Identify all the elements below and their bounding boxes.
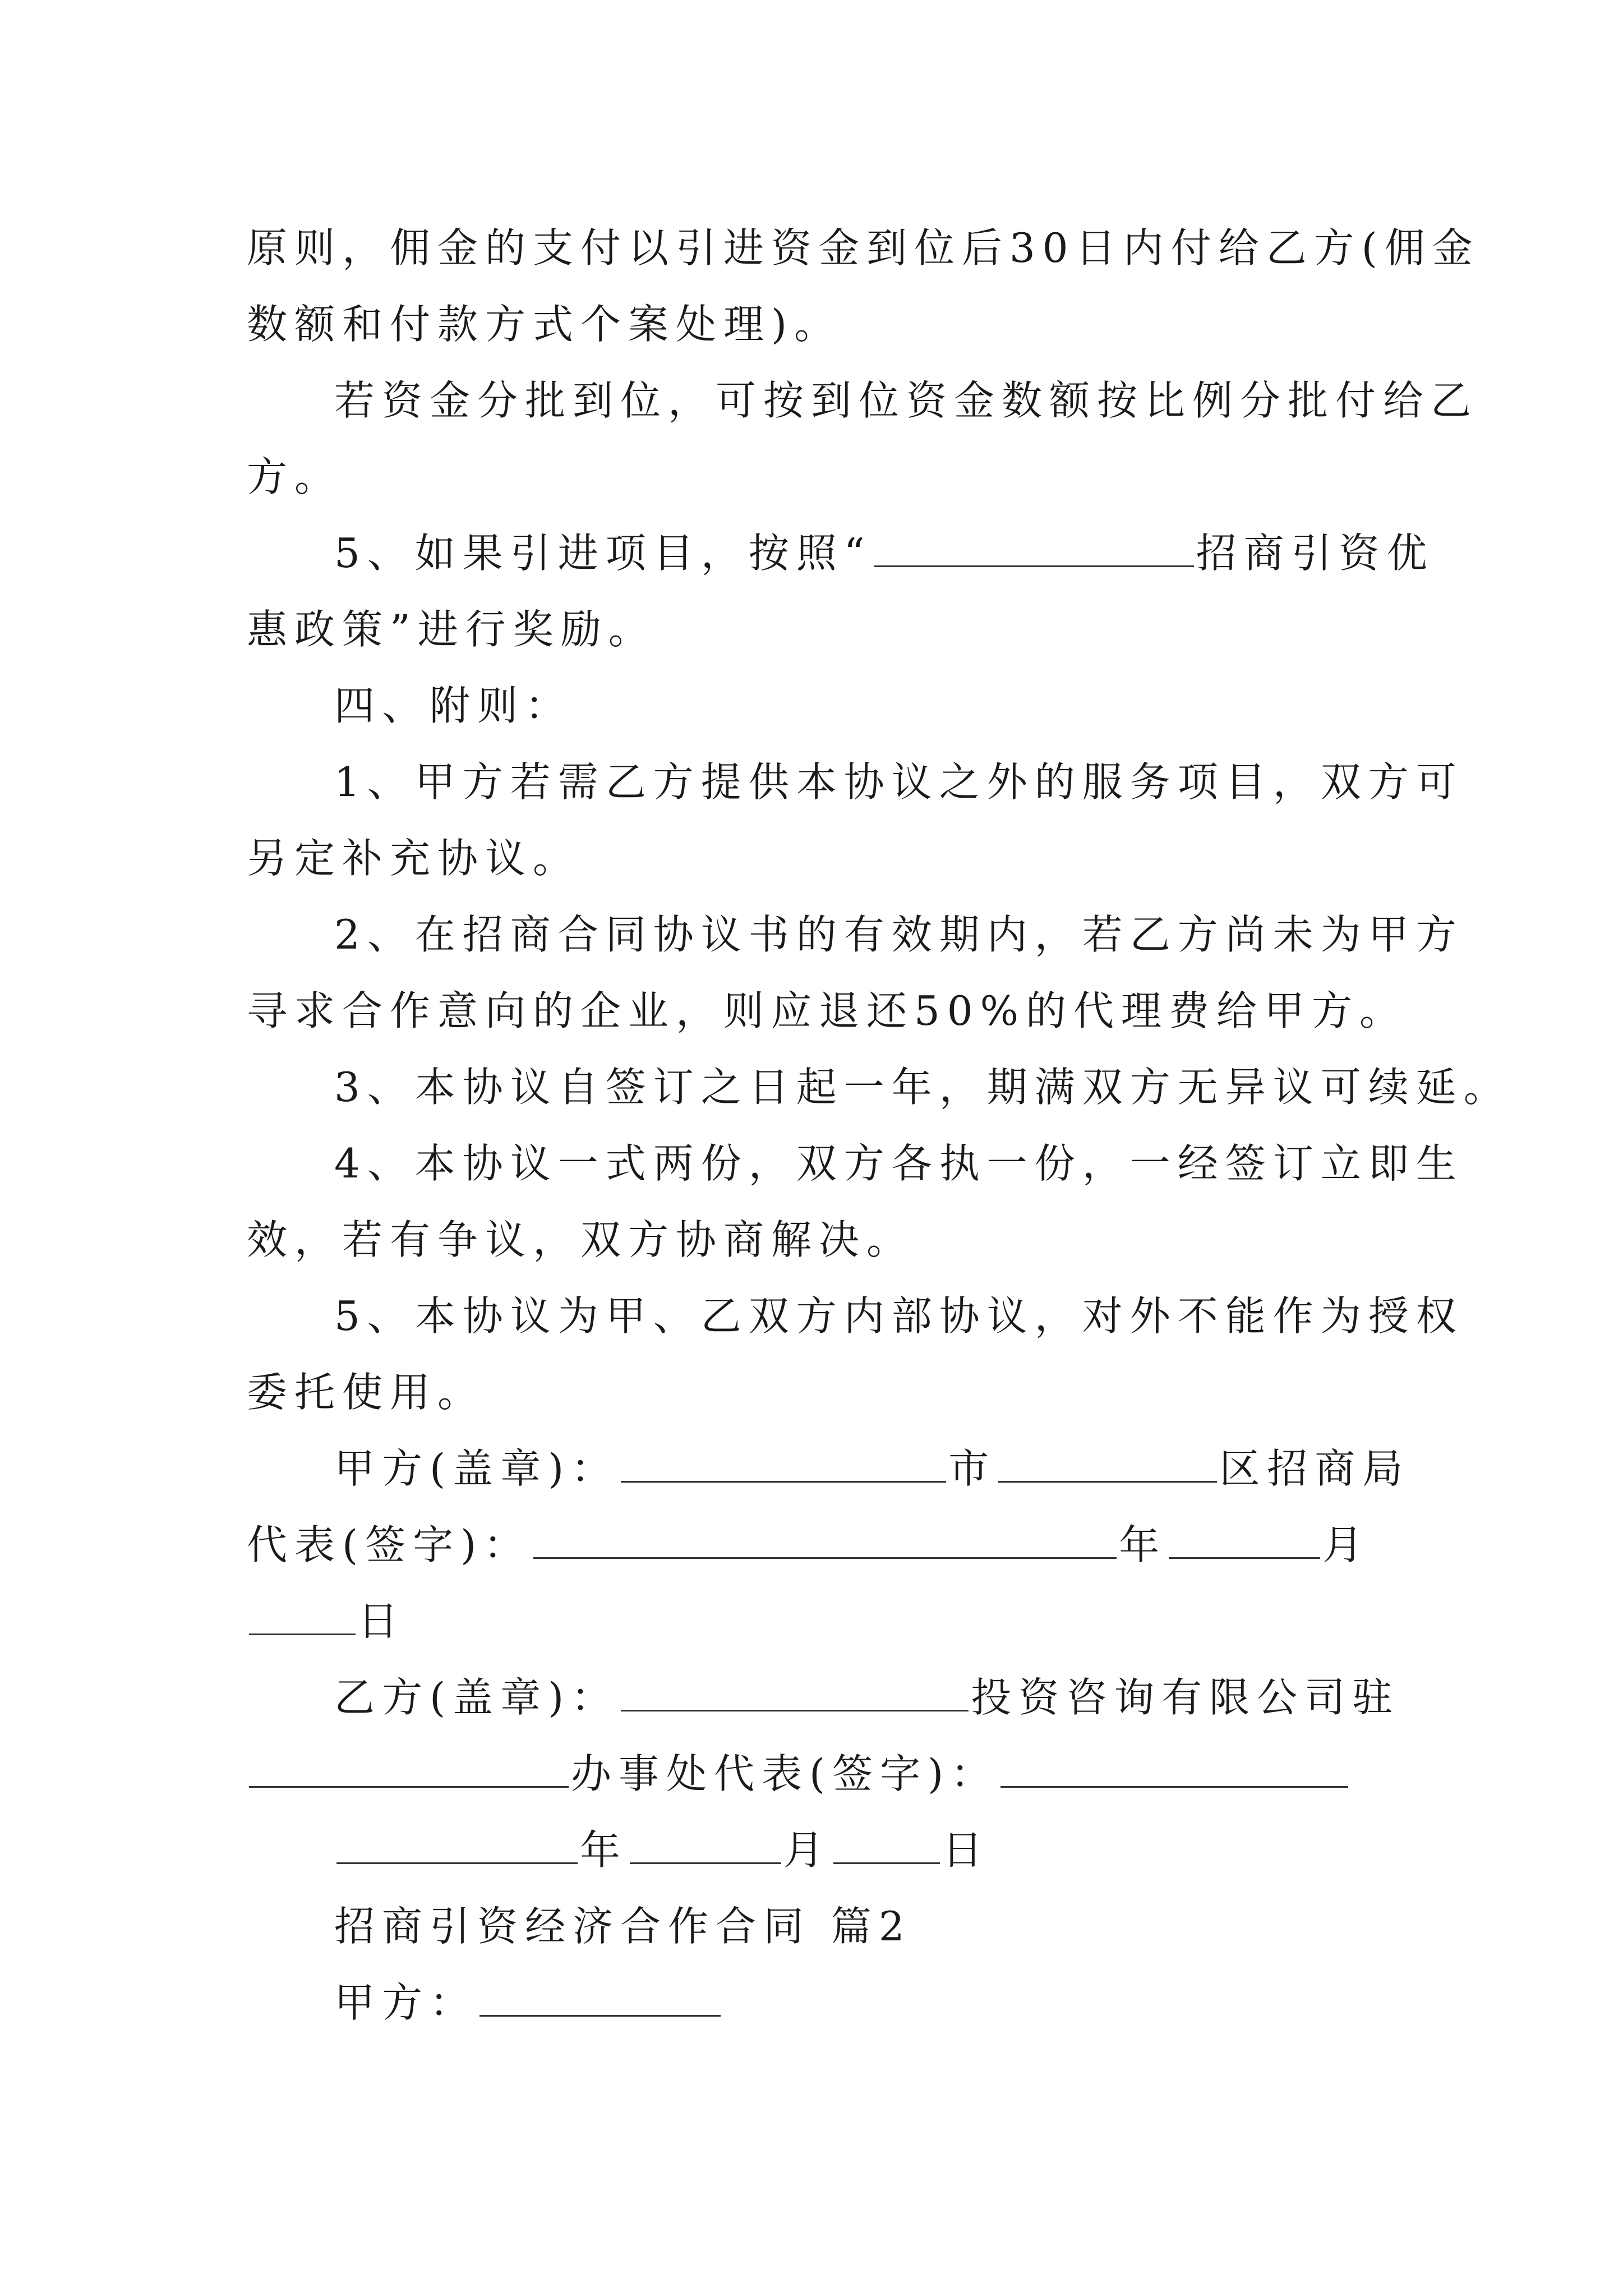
signature-line-party-b [334, 1669, 1400, 1726]
contract-title [334, 1898, 912, 1954]
text-line [247, 830, 580, 886]
fill-in-blank [998, 1442, 1217, 1483]
line-text: 区招商局 [1219, 1445, 1410, 1492]
section-heading [334, 678, 573, 734]
line-text: 月 [783, 1826, 832, 1874]
line-text: 日 [942, 1826, 990, 1874]
line-text: 年 [580, 1826, 628, 1874]
text-line [247, 220, 1480, 276]
fill-in-blank [1169, 1518, 1320, 1559]
text-line [334, 1135, 1464, 1191]
text-line [334, 1059, 1511, 1115]
line-text: 原则，佣金的支付以引进资金到位后30日内付给乙方(佣金 [247, 224, 1480, 272]
line-text: 5、本协议为甲、乙双方内部协议，对外不能作为授权 [334, 1292, 1464, 1340]
fill-in-blank [833, 1823, 940, 1864]
line-text: 四、附则： [334, 682, 573, 729]
fill-in-blank [533, 1518, 1117, 1559]
line-text: 月 [1322, 1521, 1371, 1568]
line-text: 另定补充协议。 [247, 835, 581, 882]
text-line [247, 296, 842, 352]
fill-in-blank [1000, 1747, 1348, 1788]
text-line [334, 754, 1464, 810]
line-text: 市 [948, 1445, 997, 1492]
line-text: 投资咨询有限公司驻 [971, 1674, 1400, 1721]
text-line [247, 449, 342, 505]
fill-in-blank [249, 1747, 569, 1788]
line-text: 若资金分批到位，可按到位资金数额按比例分批付给乙 [334, 377, 1479, 424]
line-text: 乙方(盖章)： [334, 1674, 619, 1721]
signature-line-party-b-rep [247, 1746, 1350, 1802]
line-text: 招商引资经济合作合同 篇2 [334, 1903, 912, 1950]
party-a-line [334, 1975, 723, 2031]
line-text: 4、本协议一式两份，双方各执一份，一经签订立即生 [334, 1140, 1464, 1187]
line-text: 年 [1119, 1521, 1167, 1568]
line-text: 数额和付款方式个案处理)。 [247, 301, 842, 348]
text-line [247, 601, 656, 657]
signature-date-line [247, 1593, 405, 1649]
fill-in-blank [621, 1442, 946, 1483]
line-text: 2、在招商合同协议书的有效期内，若乙方尚未为甲方 [334, 911, 1464, 958]
line-text: 甲方： [334, 1979, 478, 2026]
line-text: 办事处代表(签字)： [571, 1750, 999, 1797]
line-text: 代表(签字)： [247, 1521, 532, 1568]
line-text: 寻求合作意向的企业，则应退还50%的代理费给甲方。 [247, 987, 1408, 1034]
line-text: 日 [358, 1598, 406, 1645]
line-text: 惠政策”进行奖励。 [247, 606, 656, 653]
fill-in-blank [630, 1823, 781, 1864]
fill-in-blank [874, 526, 1194, 567]
text-line [247, 1364, 485, 1420]
line-text: 招商引资优 [1196, 530, 1435, 577]
line-text: 效，若有争议，双方协商解决。 [247, 1216, 915, 1263]
signature-line-party-a [334, 1441, 1410, 1497]
line-text: 5、如果引进项目，按照“ [334, 530, 872, 577]
fill-in-blank [249, 1594, 356, 1635]
line-text: 甲方(盖章)： [334, 1445, 619, 1492]
text-line [334, 525, 1435, 581]
text-line [247, 1212, 914, 1268]
fill-in-blank [336, 1823, 578, 1864]
fill-in-blank [479, 1976, 721, 2017]
fill-in-blank [621, 1671, 969, 1711]
signature-line-party-a-rep [247, 1517, 1370, 1573]
text-line [247, 983, 1407, 1039]
line-text: 1、甲方若需乙方提供本协议之外的服务项目，双方可 [334, 758, 1464, 806]
line-text: 委托使用。 [247, 1369, 486, 1416]
text-line [334, 1288, 1464, 1344]
text-line [334, 372, 1478, 429]
line-text: 3、本协议自签订之日起一年，期满双方无异议可续延。 [334, 1064, 1511, 1111]
signature-date-line [334, 1822, 990, 1878]
line-text: 方。 [247, 453, 343, 500]
text-line [334, 907, 1464, 963]
